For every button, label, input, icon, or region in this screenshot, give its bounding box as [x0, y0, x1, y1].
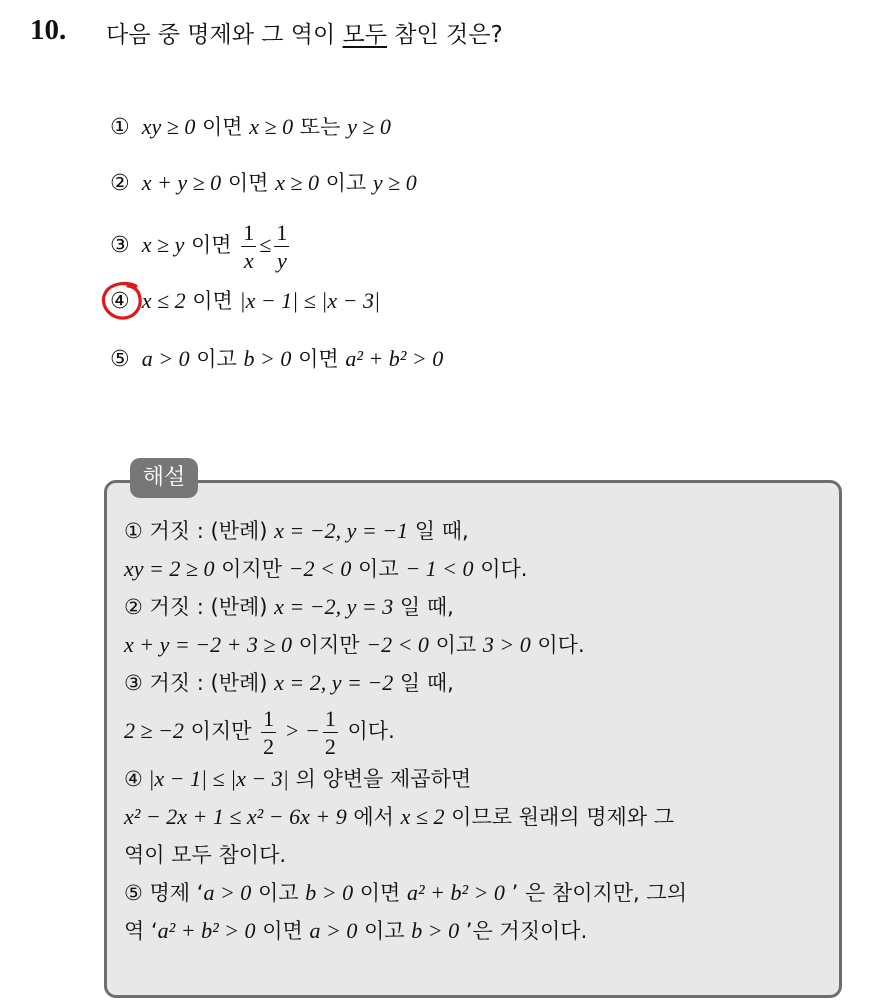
solution-line-10-math-3: a² + b² > 0	[407, 880, 505, 905]
question-text-before: 다음 중 명제와 그 역이	[106, 22, 343, 48]
choice-1-connector-2: 또는	[293, 115, 348, 139]
choice-5-connector-1: 이고	[189, 347, 244, 371]
choice-5-connector-2: 이면	[291, 347, 346, 371]
answer-circle-stroke	[104, 283, 141, 318]
choice-3-relation: ≤	[259, 232, 272, 258]
solution-line-8-math-2: x ≤ 2	[400, 804, 445, 829]
choice-3-number: ③	[110, 233, 130, 259]
solution-line-4-math-1: x + y = −2 + 3 ≥ 0	[124, 632, 292, 657]
solution-line-10-text-3: 이면	[353, 881, 408, 905]
solution-line-6-fraction-2-numerator: 1	[324, 705, 336, 731]
solution-line-11-text-1: 역 ‘	[124, 919, 158, 943]
solution-line-11-math-1: a² + b² > 0	[157, 918, 256, 943]
solution-line-7-text-1: 의 양변을 제곱하면	[288, 767, 472, 791]
solution-line-3-math-1: x = −2, y = 3	[274, 594, 394, 619]
solution-line-11	[124, 912, 844, 950]
solution-line-5-text-2: 일 때,	[393, 671, 454, 695]
choice-2[interactable]	[110, 167, 417, 200]
solution-line-3	[124, 588, 844, 626]
solution-line-10-text-1: 명제 ‘	[142, 881, 204, 905]
solution-line-11-math-3: b > 0	[411, 918, 460, 943]
solution-line-4-math-3: 3 > 0	[482, 632, 531, 657]
choice-3-fraction-1	[241, 222, 256, 272]
solution-line-7	[124, 760, 844, 798]
solution-line-10-text-2: 이고	[251, 881, 306, 905]
choice-2-conclusion-b: y ≥ 0	[372, 170, 417, 195]
choice-1-connector-1: 이면	[195, 115, 250, 139]
solution-line-11-math-2: a > 0	[309, 918, 358, 943]
solution-line-9-text-1: 역이 모두 참이다.	[124, 843, 287, 867]
choice-3-fraction-2	[274, 222, 289, 272]
solution-line-5	[124, 664, 844, 702]
solution-line-6-fraction-1-denominator: 2	[263, 733, 275, 759]
solution-line-1-text-1: 거짓 : (반례)	[142, 519, 275, 543]
solution-line-1-math-1: x = −2, y = −1	[274, 518, 409, 543]
solution-line-8-text-1: 에서	[346, 805, 401, 829]
choice-4-number: ④	[110, 289, 130, 314]
choice-2-connector-1: 이면	[221, 171, 276, 195]
choice-1-premise: xy ≥ 0	[141, 114, 196, 139]
solution-line-9	[124, 836, 844, 874]
choice-3-premise: x ≥ y	[141, 232, 185, 258]
solution-line-6	[124, 702, 844, 760]
solution-line-6-fraction-1-numerator: 1	[263, 705, 275, 731]
choice-4-conclusion: |x − 1| ≤ |x − 3|	[239, 288, 381, 313]
solution-line-6-math-1: 2 ≥ −2	[124, 718, 184, 743]
choice-3-fraction-2-denominator: y	[276, 248, 287, 273]
solution-lines	[124, 512, 844, 950]
question-number: 10.	[30, 14, 67, 46]
choice-4-connector-1: 이면	[185, 289, 240, 313]
solution-line-3-number: ②	[124, 595, 143, 619]
choice-1-number: ①	[110, 115, 130, 140]
question-text	[106, 16, 503, 49]
solution-line-3-text-1: 거짓 : (반례)	[142, 595, 275, 619]
solution-line-8	[124, 798, 844, 836]
choice-5-number: ⑤	[110, 347, 130, 372]
solution-line-2-text-3: 이다.	[473, 557, 528, 581]
solution-line-10-math-2: b > 0	[305, 880, 354, 905]
solution-line-6-fraction-2-denominator: 2	[324, 733, 336, 759]
answer-circle-annotation	[100, 280, 146, 322]
question-text-after: 참인 것은?	[386, 22, 503, 48]
solution-line-2-math-3: − 1 < 0	[405, 556, 474, 581]
solution-line-6-fraction-1	[261, 705, 276, 759]
solution-line-4	[124, 626, 844, 664]
choice-2-conclusion-a: x ≥ 0	[275, 170, 319, 195]
choice-3[interactable]	[110, 222, 292, 272]
solution-line-8-math-1: x² − 2x + 1 ≤ x² − 6x + 9	[124, 804, 347, 829]
solution-line-2-text-1: 이지만	[214, 557, 289, 581]
solution-line-1	[124, 512, 844, 550]
choice-3-fraction-1-denominator: x	[243, 248, 254, 273]
solution-line-11-text-4: ’은 거짓이다.	[459, 919, 588, 943]
solution-line-7-math-1: |x − 1| ≤ |x − 3|	[142, 766, 289, 791]
solution-line-4-text-3: 이다.	[530, 633, 585, 657]
solution-line-6-fraction-2	[323, 705, 338, 759]
choice-2-premise: x + y ≥ 0	[141, 170, 222, 195]
choice-1-conclusion-b: y ≥ 0	[347, 114, 391, 139]
solution-line-10-number: ⑤	[124, 881, 143, 905]
choice-3-fraction-2-numerator: 1	[276, 220, 288, 245]
solution-line-4-math-2: −2 < 0	[366, 632, 429, 657]
solution-line-6-text-1: 이지만	[183, 719, 259, 743]
choice-3-connector-1: 이면	[184, 233, 239, 258]
solution-line-5-text-1: 거짓 : (반례)	[142, 671, 275, 695]
choice-2-number: ②	[110, 171, 130, 196]
solution-line-6-text-2: 이다.	[340, 719, 395, 743]
solution-line-3-text-2: 일 때,	[393, 595, 454, 619]
solution-line-11-text-3: 이고	[357, 919, 412, 943]
choice-3-fraction-1-numerator: 1	[243, 220, 255, 245]
choice-4[interactable]	[110, 285, 380, 318]
choice-2-connector-2: 이고	[318, 171, 373, 195]
choice-4-premise: x ≤ 2	[141, 288, 186, 313]
solution-line-10-math-1: a > 0	[203, 880, 252, 905]
question-text-underlined: 모두	[342, 22, 387, 48]
choice-5-premise-a: a > 0	[141, 346, 190, 371]
solution-line-10	[124, 874, 844, 912]
solution-line-5-math-1: x = 2, y = −2	[274, 670, 394, 695]
solution-line-2-text-2: 이고	[351, 557, 406, 581]
solution-line-5-number: ③	[124, 671, 143, 695]
solution-line-11-text-2: 이면	[255, 919, 310, 943]
choice-5-conclusion: a² + b² > 0	[345, 346, 444, 371]
solution-line-2	[124, 550, 844, 588]
solution-line-2-math-1: xy = 2 ≥ 0	[124, 556, 215, 581]
solution-line-8-text-2: 이므로 원래의 명제와 그	[444, 805, 675, 829]
choice-1[interactable]	[110, 111, 391, 144]
solution-tab-label: 해설	[130, 458, 198, 498]
solution-line-7-number: ④	[124, 767, 143, 791]
solution-line-6-relation: > −	[279, 718, 320, 743]
choice-5[interactable]	[110, 343, 443, 376]
solution-line-2-math-2: −2 < 0	[288, 556, 352, 581]
choice-5-premise-b: b > 0	[243, 346, 292, 371]
solution-line-1-number: ①	[124, 519, 143, 543]
solution-line-4-text-2: 이고	[428, 633, 483, 657]
choice-1-conclusion-a: x ≥ 0	[249, 114, 294, 139]
solution-line-1-text-2: 일 때,	[408, 519, 469, 543]
solution-line-10-text-4: ’ 은 참이지만, 그의	[504, 881, 687, 905]
solution-line-4-text-1: 이지만	[292, 633, 367, 657]
